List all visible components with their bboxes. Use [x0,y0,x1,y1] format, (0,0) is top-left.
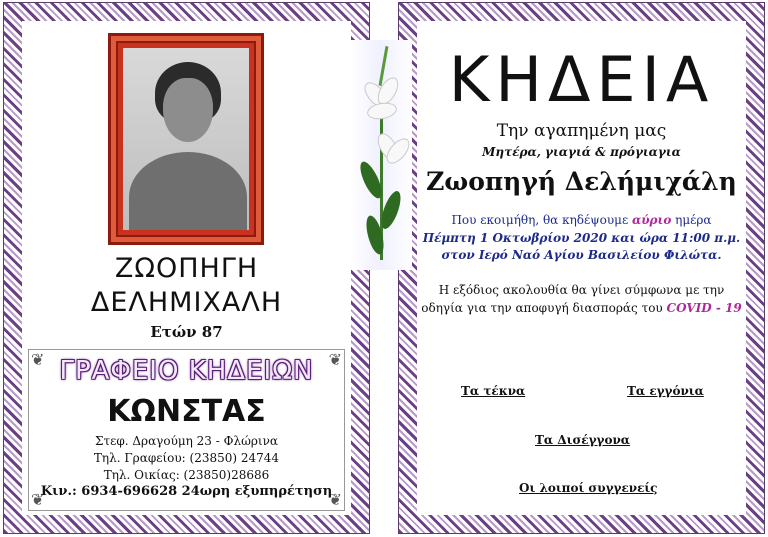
home-phone: Τηλ. Οικίας: (23850)28686 [103,468,270,482]
funeral-office-box [28,349,345,511]
ornament-icon: ❦ [328,350,342,369]
deceased-name-line1: ΖΩΟΠΗΓΗ [114,253,259,284]
office-address: Στεφ. Δραγούμη 23 - Φλώρινα [94,434,279,448]
left-announcement-panel [3,2,370,534]
service-date: Πέμπτη 1 Οκτωβρίου 2020 και ώρα 11:00 π.μ. [422,231,741,245]
relations-text: Μητέρα, γιαγιά & πρόγιαγια [482,145,681,159]
portrait-frame [108,33,264,245]
service-line1: Που εκοιμήθη, θα κηδέψουμε αύριο ημέρα [451,213,712,227]
ornament-icon: ❦ [31,490,45,509]
office-title: ΓΡΑΦΕΙΟ ΚΗΔΕΙΩΝ [59,356,314,386]
signature-grandchildren: Τα εγγόνια [627,384,704,398]
deceased-name: Ζωοπηγή Δελήμιχάλη [426,167,737,196]
office-name: ΚΩΝΣΤΑΣ [107,394,266,429]
lily-flower-image [350,40,412,270]
ornament-icon: ❦ [31,350,45,369]
signature-great-grandchildren: Τα Δισέγγονα [535,433,631,447]
ornament-icon: ❦ [328,490,342,509]
signature-relatives: Οι λοιποί συγγενείς [519,481,658,495]
service-church: στον Ιερό Ναό Αγίου Βασιλείου Φιλώτα. [441,248,722,262]
subtitle: Την αγαπημένη μας [496,121,667,141]
mobile-phone: Κιν.: 6934-696628 24ωρη εξυπηρέτηση [40,484,333,499]
office-phone: Τηλ. Γραφείου: (23850) 24744 [93,451,280,465]
announcement-title: ΚΗΔΕΙΑ [448,43,715,116]
signature-children: Τα τέκνα [461,384,526,398]
funeral-note-line1: Η εξόδιος ακολουθία θα γίνει σύμφωνα με την [438,283,725,297]
age-text: Ετών 87 [150,323,223,341]
right-announcement-panel [398,2,765,534]
deceased-name-line2: ΔΕΛΗΜΙΧΑΛΗ [90,287,283,318]
portrait-photo [123,48,249,230]
funeral-note-line2: οδηγία για την αποφυγή διασποράς του COVID - 19 [421,301,742,315]
